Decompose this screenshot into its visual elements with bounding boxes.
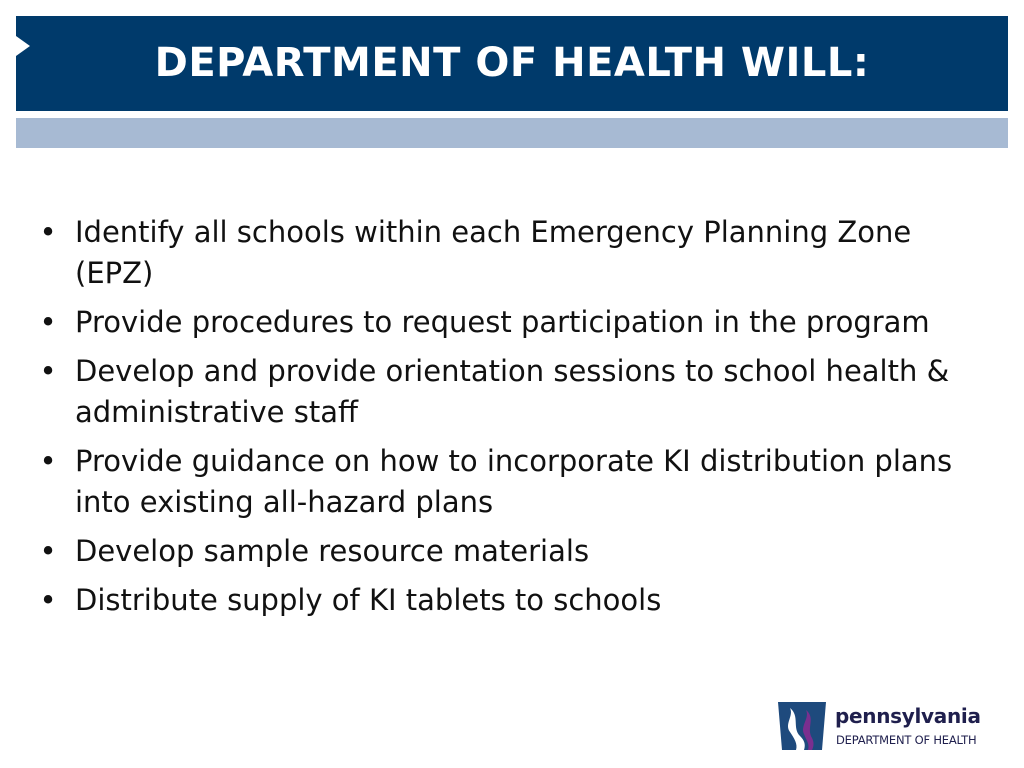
- bullet-item: [38, 302, 978, 343]
- bullet-item: [38, 580, 978, 621]
- bullet-item: [38, 441, 978, 523]
- keystone-icon: [776, 700, 828, 752]
- bullet-dot: •: [39, 215, 57, 249]
- bullet-dot: •: [39, 305, 57, 339]
- bullet-item: [38, 351, 978, 433]
- bullet-text: Provide guidance on how to incorporate KI distribution plans into existing all-hazard plans: [75, 444, 953, 519]
- logo-department: DEPARTMENT OF HEALTH: [836, 733, 977, 747]
- pennsylvania-health-logo: [776, 700, 996, 752]
- slide-title: DEPARTMENT OF HEALTH WILL:: [154, 40, 870, 86]
- bullet-dot: •: [39, 583, 57, 617]
- bullet-list: [38, 212, 978, 629]
- bullet-item: [38, 212, 978, 294]
- logo-name: pennsylvania: [835, 704, 981, 728]
- bullet-text: Provide procedures to request participation in the program: [75, 305, 930, 339]
- bullet-dot: •: [39, 534, 57, 568]
- bullet-dot: •: [39, 354, 57, 388]
- bullet-text: Develop sample resource materials: [75, 534, 590, 568]
- title-underline-bar: [16, 118, 1008, 148]
- bullet-text: Develop and provide orientation sessions to school health & administrative staff: [75, 354, 950, 429]
- bullet-text: Distribute supply of KI tablets to schools: [75, 583, 662, 617]
- bullet-dot: •: [39, 444, 57, 478]
- bullet-item: [38, 531, 978, 572]
- bullet-text: Identify all schools within each Emergency Planning Zone (EPZ): [75, 215, 912, 290]
